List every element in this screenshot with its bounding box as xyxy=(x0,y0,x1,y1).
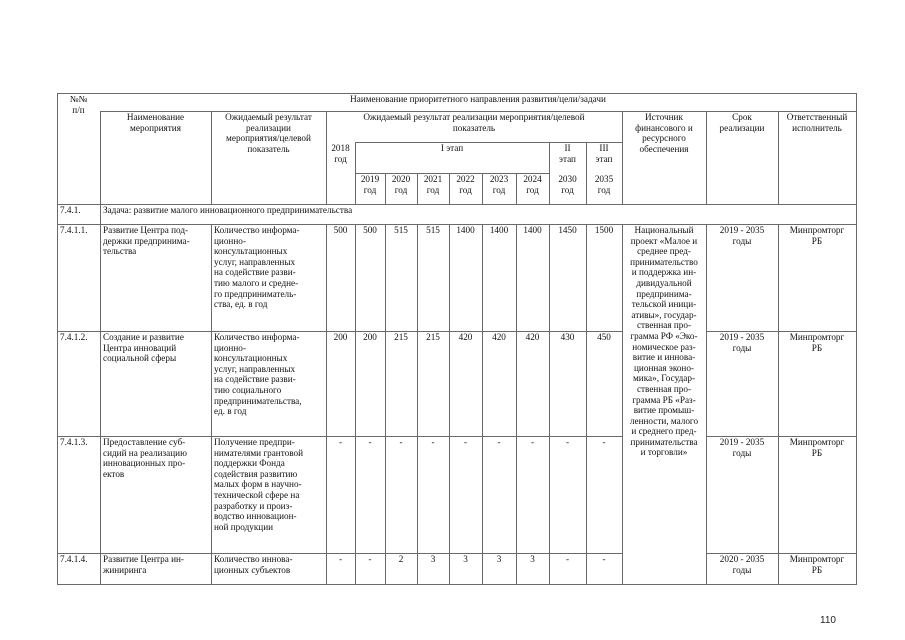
indicator-value: 420 xyxy=(525,332,540,342)
indicator-value: - xyxy=(602,437,606,447)
indicator-text: Получение предпри- нимателями грантовой поддержки Фонда содействия развитию малых форм в научно- технической сфере на разработку и произ- водство инновацион- ной продукции xyxy=(214,437,303,532)
indicator-value: 515 xyxy=(426,225,440,235)
responsible-executor: Минпромторг РБ xyxy=(789,437,845,458)
indicator-value: 430 xyxy=(560,332,575,342)
implementation-term: 2019 - 2035 годы xyxy=(719,225,765,246)
implementation-term: 2020 - 2035 годы xyxy=(719,554,765,575)
indicator-value: 200 xyxy=(333,332,348,342)
indicator-value: 3 xyxy=(430,554,436,564)
stage-header-1: I этап xyxy=(440,143,464,153)
indicator-value: - xyxy=(497,437,501,447)
indicator-value: 1450 xyxy=(558,225,577,235)
activity-name: Предоставление суб- сидий на реализацию инновационных про- ектов xyxy=(103,437,187,479)
indicator-value: 215 xyxy=(394,332,408,342)
year-header: 2020 год xyxy=(391,174,411,195)
year-header: 2023 год xyxy=(489,174,509,195)
indicator-value: 215 xyxy=(426,332,440,342)
page-number: 110 xyxy=(820,615,836,626)
table-rule xyxy=(856,93,857,585)
indicator-value: 1500 xyxy=(594,225,614,235)
indicator-value: - xyxy=(338,437,343,447)
indicator-value: 515 xyxy=(394,225,408,235)
indicator-value: 1400 xyxy=(456,225,475,235)
indicator-value: - xyxy=(431,437,435,447)
activity-name: Развитие Центра ин- жиниринга xyxy=(103,554,184,575)
indicator-value: - xyxy=(368,437,372,447)
stage-header-3: III этап xyxy=(595,143,613,164)
indicator-value: 3 xyxy=(530,554,535,564)
indicator-value: 1400 xyxy=(489,225,509,235)
responsible-executor: Минпромторг РБ xyxy=(789,554,845,575)
indicator-value: 3 xyxy=(463,554,468,564)
indicator-text: Количество информа- ционно- консультационных услуг, направленных на содействие разви- тию малого и средне- го предприниматель- ства, ед. в год xyxy=(214,225,300,310)
indicator-text: Количество информа- ционно- консультационных услуг, направленных на содействие разви- тию социального предпринимательства, ед. в год xyxy=(214,332,302,417)
indicator-value: 450 xyxy=(597,332,611,342)
year-header: 2024 год xyxy=(523,174,542,195)
activity-name: Развитие Центра под- держки предпринима- тельства xyxy=(103,225,190,257)
column-header-responsible: Ответственный исполнитель xyxy=(786,112,848,133)
indicator-value: - xyxy=(602,554,606,564)
year-header: 2021 год xyxy=(423,174,443,195)
indicator-value: - xyxy=(399,437,403,447)
task-number: 7.4.1. xyxy=(60,205,81,215)
indicator-value: - xyxy=(565,554,570,564)
column-header-number: №№ п/п xyxy=(69,94,88,115)
task-title: Задача: развитие малого инновационного предпринимательства xyxy=(103,205,353,215)
activity-name: Создание и развитие Центра инноваций социальной сферы xyxy=(103,332,184,364)
row-number: 7.4.1.1. xyxy=(60,225,88,235)
column-header-expected-result: Ожидаемый результат реализации мероприятия/целевой показатель xyxy=(225,112,312,154)
row-number: 7.4.1.2. xyxy=(60,332,88,342)
implementation-term: 2019 - 2035 годы xyxy=(719,437,765,458)
row-number: 7.4.1.4. xyxy=(60,554,88,564)
indicator-value: 1400 xyxy=(523,225,542,235)
column-header-activity: Наименование мероприятия xyxy=(126,112,185,133)
year-header: 2035 год xyxy=(594,174,614,195)
implementation-term: 2019 - 2035 годы xyxy=(719,332,765,353)
indicator-value: - xyxy=(530,437,535,447)
indicator-value: 2 xyxy=(398,554,404,564)
year-header: 2019 год xyxy=(360,174,380,195)
row-number: 7.4.1.3. xyxy=(60,437,88,447)
stage-header-2: II этап xyxy=(559,143,576,164)
year-header: 2022 год xyxy=(456,174,475,195)
column-header-term: Срок реализации xyxy=(719,112,765,133)
column-header-source: Источник финансового и ресурсного обеспечения xyxy=(635,112,693,154)
table-rule xyxy=(57,584,857,585)
year-header: 2030 год xyxy=(558,174,577,195)
indicator-value: - xyxy=(338,554,343,564)
indicator-value: - xyxy=(565,437,570,447)
indicator-text: Количество иннова- ционных субъектов xyxy=(214,554,293,575)
indicator-value: 200 xyxy=(363,332,377,342)
column-header-expected-values: Ожидаемый результат реализации мероприятия/целевой показатель xyxy=(363,112,585,133)
year-header-2018: 2018 год xyxy=(331,143,350,164)
indicator-value: - xyxy=(463,437,468,447)
indicator-value: 500 xyxy=(363,225,377,235)
indicator-value: 420 xyxy=(492,332,506,342)
priority-direction-header: Наименование приоритетного направления развития/цели/задачи xyxy=(350,94,606,104)
responsible-executor: Минпромторг РБ xyxy=(789,332,845,353)
financing-source: Национальный проект «Малое и среднее пред- принимательство и поддержка ин- дивидуальной предпринима- тельской иници- ативы», государ- ственная про- грамма РФ «Эко- номическое раз- витие и иннова- ционная эконо- мика», Государ- ственная про- грамма РБ «Раз- витие промыш- ленности, малого и среднего пред- принимательства и торговли» xyxy=(629,225,699,458)
indicator-value: 3 xyxy=(496,554,502,564)
indicator-value: - xyxy=(368,554,372,564)
responsible-executor: Минпромторг РБ xyxy=(789,225,845,246)
indicator-value: 500 xyxy=(333,225,348,235)
indicator-value: 420 xyxy=(458,332,473,342)
